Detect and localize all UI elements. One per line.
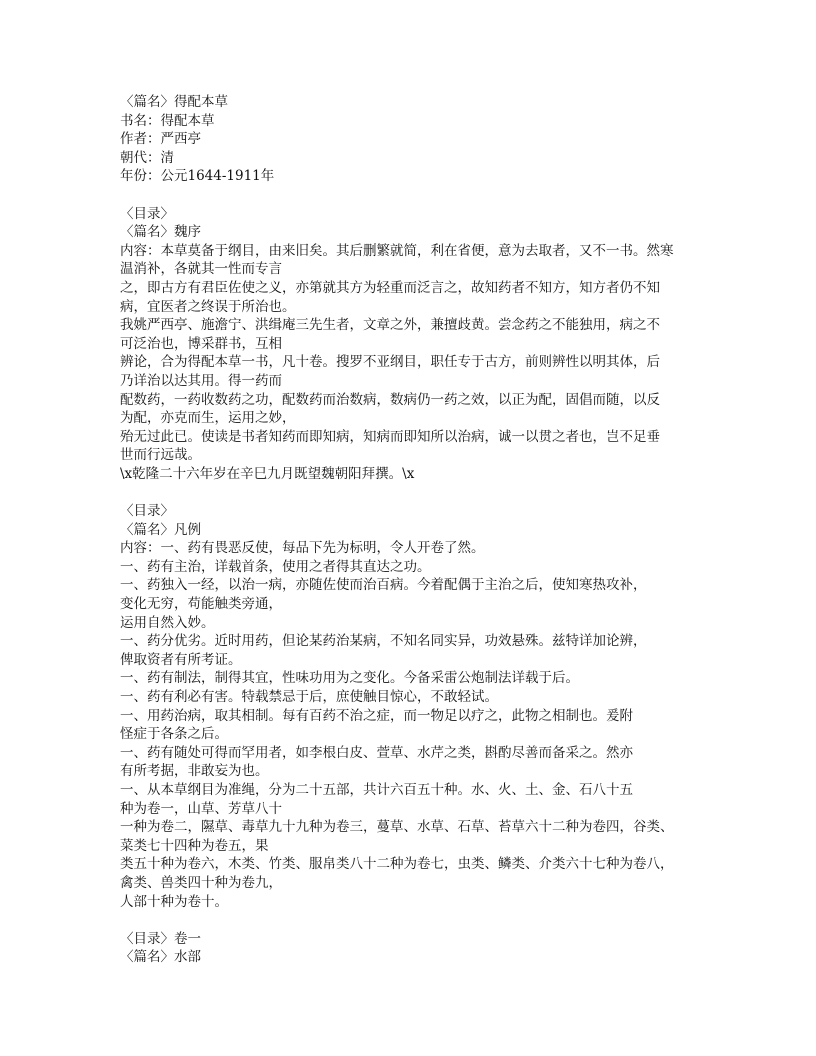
text-line: 一、药分优劣。近时用药，但论某药治某病，不知名同实异，功效悬殊。兹特详加论辨， <box>120 633 647 650</box>
text-line: 朝代：清 <box>120 149 174 166</box>
text-line: 〈篇名〉得配本草 <box>120 94 228 110</box>
text-line: 类五十种为卷六，木类、竹类、服帛类八十二种为卷七，虫类、鳞类、介类六十七种为卷八， <box>120 856 674 873</box>
text-line: 种为卷一，山草、芳草八十 <box>120 800 282 817</box>
text-line: 有所考据，非敢妄为也。 <box>120 763 269 780</box>
text-line: 为配，亦克而生，运用之妙， <box>120 410 296 427</box>
text-line: 之，即古方有君臣佐使之义，亦第就其方为轻重而泛言之，故知药者不知方，知方者仍不知 <box>120 279 660 296</box>
text-line: 一、药有主治，详载首条，使用之者得其直达之功。 <box>120 558 431 575</box>
text-line: 禽类、兽类四十种为卷九， <box>120 874 282 891</box>
text-line: 病，宜医者之终误于所治也。 <box>120 298 296 315</box>
text-line: 一种为卷二，隰草、毒草九十九种为卷三，蔓草、水草、石草、苔草六十二种为卷四，谷类、 <box>120 819 674 836</box>
text-line: 年份：公元1644-1911年 <box>120 168 275 185</box>
text-line: 配数药，一药收数药之功，配数药而治数病，数病仍一药之效，以正为配，固倡而随，以反 <box>120 391 660 408</box>
text-line: 一、药有制法，制得其宜，性味功用为之变化。今备采雷公炮制法详载于后。 <box>120 670 579 687</box>
text-line: 菜类七十四种为卷五，果 <box>120 837 269 854</box>
text-line: 〈目录〉卷一 <box>120 930 201 947</box>
text-line: 〈篇名〉水部 <box>120 949 201 966</box>
text-line: 内容：一、药有畏恶反使，每品下先为标明，令人开卷了然。 <box>120 540 485 557</box>
text-line: 人部十种为卷十。 <box>120 893 228 910</box>
text-line: \x乾隆二十六年岁在辛巳九月既望魏朝阳拜撰。\x <box>120 465 415 482</box>
text-line: 我姚严西亭、施澹宁、洪缉庵三先生者，文章之外，兼擅歧黄。尝念药之不能独用，病之不 <box>120 317 660 334</box>
text-line: 〈目录〉 <box>120 205 174 222</box>
text-line: 一、用药治病，取其相制。每有百药不治之症，而一物足以疗之，此物之相制也。爰附 <box>120 707 633 724</box>
text-line: 书名：得配本草 <box>120 112 215 129</box>
paragraph-gap <box>120 483 710 502</box>
text-line: 一、药有随处可得而罕用者，如李根白皮、萱草、水芹之类，斟酌尽善而备采之。然亦 <box>120 744 633 761</box>
text-line: 内容：本草莫备于纲目，由来旧矣。其后删繁就简，利在省便，意为去取者，又不一书。然寒 <box>120 242 674 259</box>
text-line: 怪症于各条之后。 <box>120 726 228 743</box>
text-line: 世而行远哉。 <box>120 447 201 464</box>
text-line: 温消补，各就其一性而专言 <box>120 261 282 278</box>
text-line: 辨论，合为得配本草一书，凡十卷。搜罗不亚纲目，职任专于古方，前则辨性以明其体，后 <box>120 354 660 371</box>
text-line: 运用自然入妙。 <box>120 614 215 631</box>
text-line: 〈篇名〉凡例 <box>120 521 201 538</box>
text-line: 作者：严西亭 <box>120 131 201 148</box>
paragraph-gap <box>120 186 710 205</box>
text-line: 一、药有利必有害。特载禁忌于后，庶使触目惊心，不敢轻试。 <box>120 689 498 705</box>
text-line: 〈篇名〉魏序 <box>120 224 201 241</box>
text-line: 可泛治也，博采群书，互相 <box>120 335 282 352</box>
paragraph-gap <box>120 911 710 930</box>
text-line: 一、从本草纲目为准绳，分为二十五部，共计六百五十种。水、火、土、金、石八十五 <box>120 781 633 798</box>
text-line: 变化无穷，苟能触类旁通， <box>120 596 282 613</box>
text-line: 一、药独入一经，以治一病，亦随佐使而治百病。今着配偶于主治之后，使知寒热攻补， <box>120 577 647 594</box>
text-line: 〈目录〉 <box>120 503 174 520</box>
text-line: 俾取资者有所考证。 <box>120 651 242 668</box>
text-line: 乃详治以达其用。得一药而 <box>120 372 282 389</box>
text-line: 殆无过此已。使读是书者知药而即知病，知病而即知所以治病，诚一以贯之者也，岂不足垂 <box>120 428 660 445</box>
document-page <box>120 93 710 967</box>
